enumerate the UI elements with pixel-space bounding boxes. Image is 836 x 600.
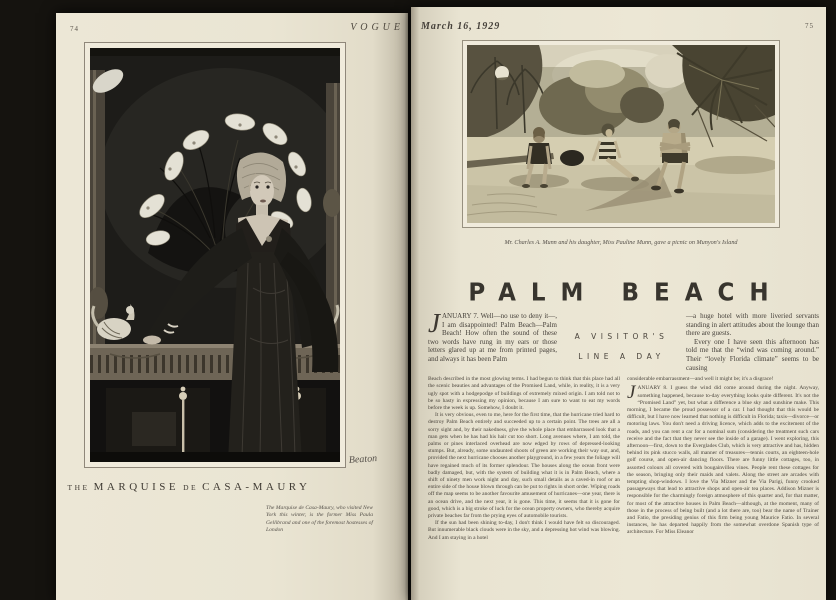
title-the: THE xyxy=(67,483,90,492)
beach-photo-caption: Mr. Charles A. Munn and his daughter, Miss Pauline Munn, gave a picnic on Munyon's Island xyxy=(504,239,738,246)
beach-photo xyxy=(462,40,780,228)
title-marquise: MARQUISE xyxy=(93,481,180,493)
portrait-photo-art xyxy=(90,48,340,462)
dropcap-jan7: J xyxy=(428,308,440,338)
subtitle-line-2: LINE A DAY xyxy=(578,352,665,361)
entry-jan7-intro-text: ANUARY 7. Well—no use to deny it—, I am disappointed! Palm Beach—Palm Beach! How often the sound of these two words have rung in my ears or those letters glared up at me from printed pages, and always it has been Palm xyxy=(428,312,557,363)
subtitle-line-1: A VISITOR'S xyxy=(574,332,669,341)
issue-date: March 16, 1929 xyxy=(421,21,501,32)
title-de: DE xyxy=(183,483,199,492)
article-headline: PALM BEACH xyxy=(468,278,784,308)
column2-intro-para1: —a huge hotel with more liveried servants standing in alert attitudes about the lounge than there are guests. xyxy=(686,312,819,338)
column-1 xyxy=(428,376,620,562)
right-page xyxy=(411,7,826,600)
column2-intro xyxy=(686,312,819,372)
portrait-caption: The Marquise de Casa-Maury, who visited New York this winter, is the former Miss Paula Gellibrand and one of the foremost hostesses of London xyxy=(266,505,373,534)
masthead-vogue: VOGUE xyxy=(350,22,404,33)
beach-photo-art xyxy=(467,45,775,223)
portrait-title xyxy=(64,477,314,495)
title-casa-maury: CASA-MAURY xyxy=(202,481,311,493)
article-body xyxy=(428,308,819,562)
dropcap-jan8: J xyxy=(627,382,636,404)
portrait-photo xyxy=(84,42,346,468)
photographer-signature: Beaton xyxy=(348,453,378,466)
left-page xyxy=(56,13,408,600)
entry-jan7-body2: It is very obvious, even to me, here for the first time, that the hurricane tried hard to destroy Palm Beach entirely and succeeded up to a certain point. The trees are all a sorry sight and, by their nakedness, give the whole place that embarrassed look that a man gets when he has had his hair cut too short. Long avenues where, I am told, the palms or pines interlaced overhead are now edged by rows of depressed-looking stumps. But, already, some undaunted shoots of green are working their way out, and, provided the next hurricane chooses another playground, in a few years the foliage will have regained much of its former splendour. The houses along the ocean front were badly damaged, but, with the system of building what it is in Palm Beach, where a shift of ninety men work night and day, such small details as a caved-in roof or an entire side of the house blown through can be put to rights in short order. Wiping roads off the map seems to be another favourite amusement of hurricanes—one year, there is an ocean drive, and the next year, it is gone. This time, it seems that it is gone for good, which is a big stroke of luck for the ocean property owners, who thereby acquire private beaches far from the prying eyes of automobile tourists. xyxy=(428,412,620,520)
entry-jan7-body3: If the sun had been shining to-day, I don't think I would have felt so discouraged. But innumerable black clouds were in the sky, and a depressing hot wind was blowing. And I am staying in a hotel xyxy=(428,520,620,541)
column2-bridge-line: considerable embarrassment—and well it might be; it's a disgrace! xyxy=(627,376,774,383)
entry-jan8-body: ANUARY 8. I guess the wind did come around during the night. Anyway, something happened, because to-day everything looks quite different. It's not the “Promised Land” yet, but what a difference a blue sky and sunshine make. This morning, I became the proud possessor of a car. I had thought that this would be difficult, but I have now learned that nothing is difficult in Florida; taxis—divorce—or motoring laws. You don't need a driving licence, which adds to the excitement of the roads, and you can rent a car for a nominal sum (considering the treatment such cars receive and the fact that they never see the inside of a garage). I went exploring, this afternoon—first, down to the Everglades Club, which is very attractive and has, hidden behind its pink stucco walls, all manner of treasures—tennis courts, an eighteen-hole golf course, and open-air dancing floors. There are funny little cottages, too, in assorted colours all covered with bougainvillea vines. People rent these cottages for the season, bringing only their maids and valets. Along the street are arcades with tempting shop-windows. I love the Via Mizner and the Via Parigi, funny crooked passageways that lead to attractive shops and open-air tea places. Addison Mizner is responsible for the charmingly foreign atmosphere of this quarter and, for that matter, for most of the attractive houses in Palm Beach—although, at the moment, many of those in the process of being built (and a lot there are, too) bear the name of Trainer and Fatio, the presiding genius of this firm being young Maurice Fatio. In several instances, he has departed happily from the somewhat overdone Spanish type of architecture. For Miss Eleanor xyxy=(627,385,819,536)
left-page-number: 74 xyxy=(70,25,79,33)
entry-jan7-body: Beach described in the most glowing terms. I had begun to think that this place had all the scenic beauties and advantages of the Promised Land, while, in reality, it is a very ugly spot with a hodgepodge of buildings of extremely mixed origin. I am told not to be so hasty in expressing my opinion, because I am sure to want to eat my words before the week is up. Somehow, I doubt it. xyxy=(428,376,620,411)
article-subtitle xyxy=(561,312,682,372)
entry-jan7-intro xyxy=(428,308,557,372)
right-page-number: 75 xyxy=(805,22,814,30)
column2-intro-para2: Every one I have seen this afternoon has told me that the “wind was coming around.” Their “lovely Florida climate” seems to be causing xyxy=(686,337,819,372)
column-2 xyxy=(627,376,819,562)
